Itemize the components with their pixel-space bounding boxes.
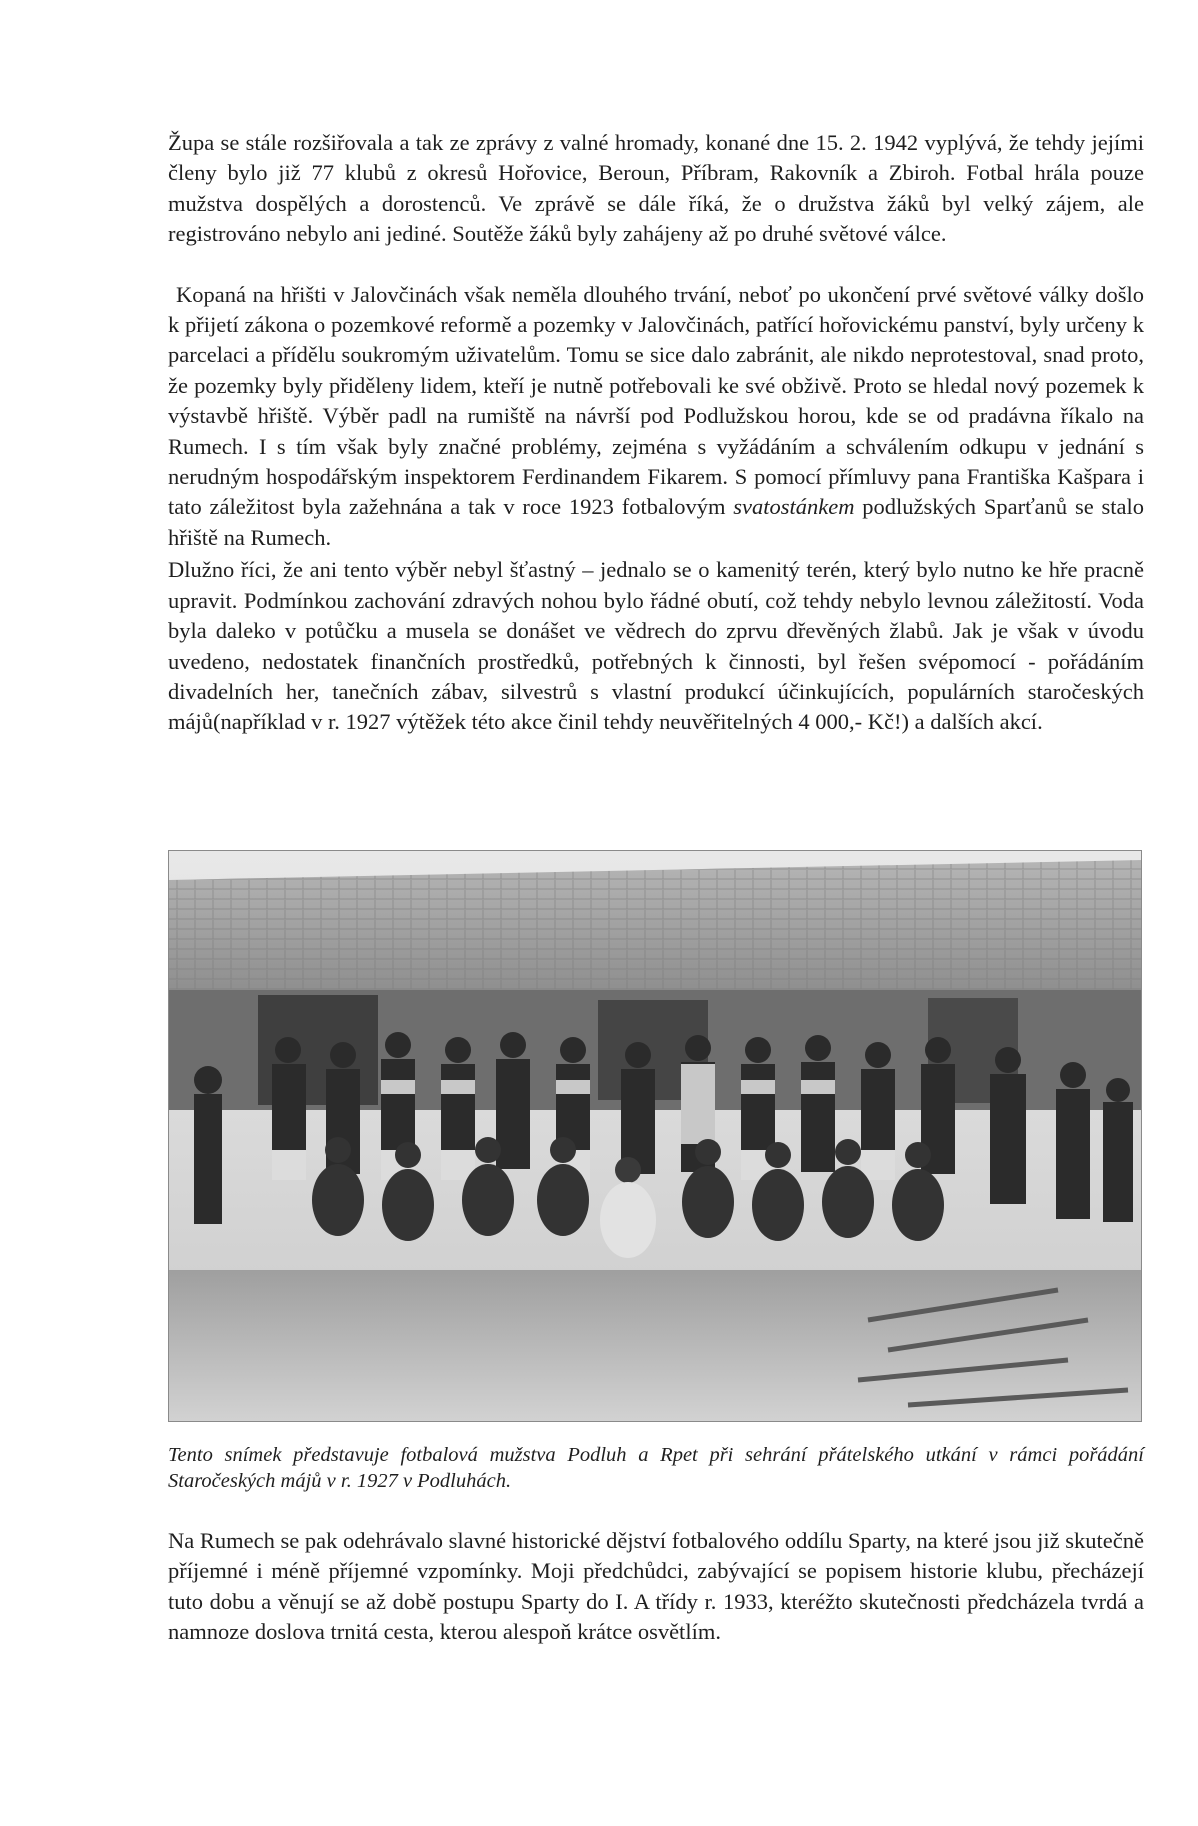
paragraph-kopana — [168, 280, 1144, 554]
paragraph-kopana-italic: svatostánkem — [733, 494, 855, 520]
paragraph-kopana-text: Kopaná na hřišti v Jalovčinách však neměla dlouhého trvání, neboť po ukončení prvé světové války došlo k přijetí zákona o pozemkové reformě a pozemky v Jalovčinách, patřící hořovickému panství, byly určeny k parcelaci a přídělu soukromým uživatelům. Tomu se sice dalo zabránit, ale nikdo neprotestoval, snad proto, že pozemky byly přiděleny lidem, kteří je nutně potřebovali ke své obživě. Proto se hledal nový pozemek k výstavbě hřiště. Výběr padl na rumiště na návrší pod Podlužskou horou, kde se od pradávna říkalo na Rumech. I s tím však byly značné problémy, zejména s vyžádáním a schválením odkupu v jednání s nerudným hospodářským inspektorem Ferdinandem Fikarem. S pomocí přímluvy pana Františka Kašpara i tato záležitost byla zažehnána a tak v roce 1923 fotbalovým — [168, 281, 1144, 520]
page-text-top — [168, 128, 1144, 738]
paragraph-zupa: Župa se stále rozšiřovala a tak ze zprávy z valné hromady, konané dne 15. 2. 1942 vyplývá, že tehdy jejími členy bylo již 77 klubů z okresů Hořovice, Beroun, Příbram, Rakovník a Zbiroh. Fotbal hrála pouze mužstva dospělých a dorostenců. Ve zprávě se dále říká, že o družstva žáků byl velký zájem, ale registrováno nebylo ani jediné. Soutěže žáků byly zahájeny až po druhé světové válce. — [168, 130, 1144, 247]
photo-caption: Tento snímek představuje fotbalová mužstva Podluh a Rpet při sehrání přátelského utkání v rámci pořádání Staročeských májů v r. 1927 v Podluhách. — [168, 1444, 1144, 1492]
team-photo-image — [168, 850, 1142, 1422]
team-photo — [168, 850, 1142, 1422]
paragraph-kopana-end: podlužských Sparťanů se stalo hřiště na Rumech. — [168, 494, 1145, 550]
paragraph-dluzno: Dlužno říci, že ani tento výběr nebyl šťastný – jednalo se o kamenitý terén, který bylo nutno ke hře pracně upravit. Podmínkou zachování zdravých nohou bylo řádné obutí, což tehdy nebylo levnou záležitostí. Voda byla daleko v potůčku a musela se donášet ve vědrech do zprvu dřevěných žlabů. Jak je však v úvodu uvedeno, nedostatek finančních prostředků, potřebných k činnosti, byl řešen svépomocí - pořádáním divadelních her, tanečních zábav, silvestrů s vlastní produkcí účinkujících, populárních staročeských májů(například v r. 1927 výtěžek této akce činil tehdy neuvěřitelných 4 000,- Kč!) a dalších akcí. — [168, 557, 1144, 735]
paragraph-na-rumech: Na Rumech se pak odehrávalo slavné historické dějství fotbalového oddílu Sparty, na které jsou již skutečně příjemné i méně příjemné vzpomínky. Moji předchůdci, zabývající se popisem historie klubu, přecházejí tuto dobu a věnují se až době postupu Sparty do I. A třídy r. 1933, kteréžto skutečnosti předcházela tvrdá a namnoze doslova trnitá cesta, kterou alespoň krátce osvětlím. — [168, 1528, 1144, 1645]
